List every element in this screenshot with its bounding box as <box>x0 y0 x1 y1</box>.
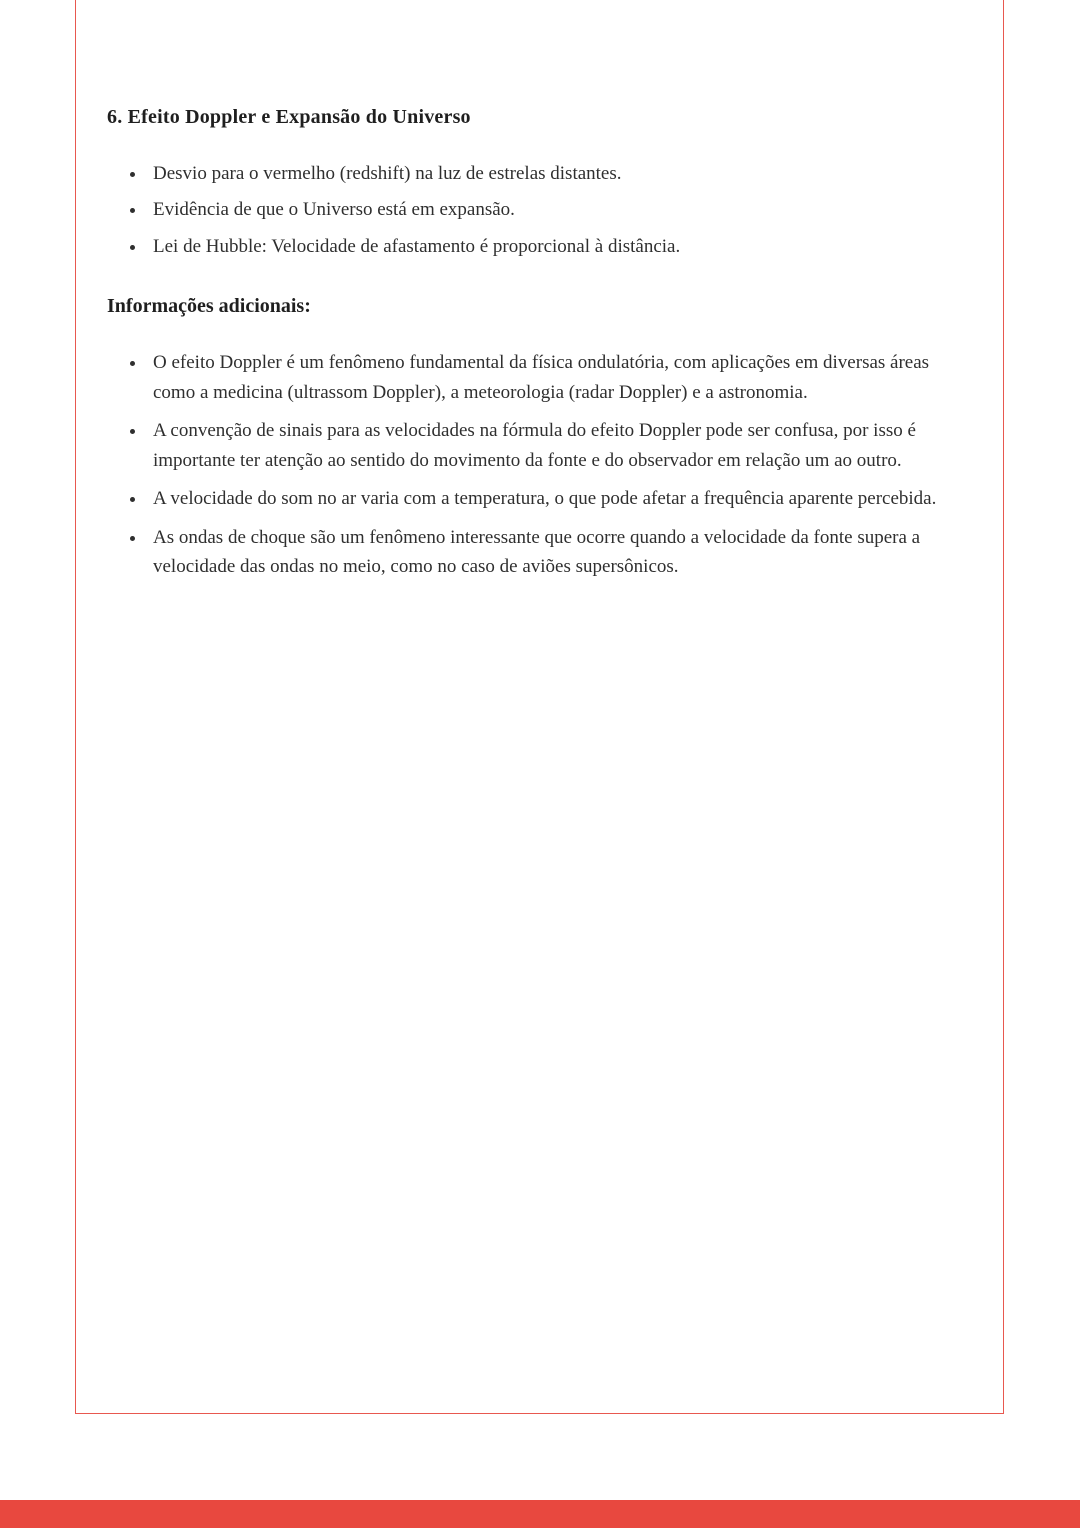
list-item: • As ondas de choque são um fenômeno interessante que ocorre quando a velocidade da fonte supera a velocidade das ondas no meio, como no caso de aviões supersônicos. <box>147 523 975 582</box>
list-item: • A velocidade do som no ar varia com a temperatura, o que pode afetar a frequência aparente percebida. <box>147 484 975 513</box>
section-heading: 6. Efeito Doppler e Expansão do Universo <box>107 106 471 128</box>
document-content <box>107 106 975 590</box>
bottom-red-bar <box>0 1500 1080 1528</box>
section-bullet-list <box>107 159 975 261</box>
list-item: • A convenção de sinais para as velocidades na fórmula do efeito Doppler pode ser confusa, por isso é importante ter atenção ao sentido do movimento da fonte e do observador em relação um ao outro. <box>147 416 975 475</box>
list-item: • O efeito Doppler é um fenômeno fundamental da física ondulatória, com aplicações em diversas áreas como a medicina (ultrassom Doppler), a meteorologia (radar Doppler) e a astronomia. <box>147 348 975 407</box>
additional-info-heading: Informações adicionais: <box>107 295 311 318</box>
additional-bullet-list <box>107 348 975 581</box>
list-item: • Desvio para o vermelho (redshift) na luz de estrelas distantes. <box>147 159 975 188</box>
list-item: • Evidência de que o Universo está em expansão. <box>147 195 975 224</box>
list-item: • Lei de Hubble: Velocidade de afastamento é proporcional à distância. <box>147 232 975 261</box>
